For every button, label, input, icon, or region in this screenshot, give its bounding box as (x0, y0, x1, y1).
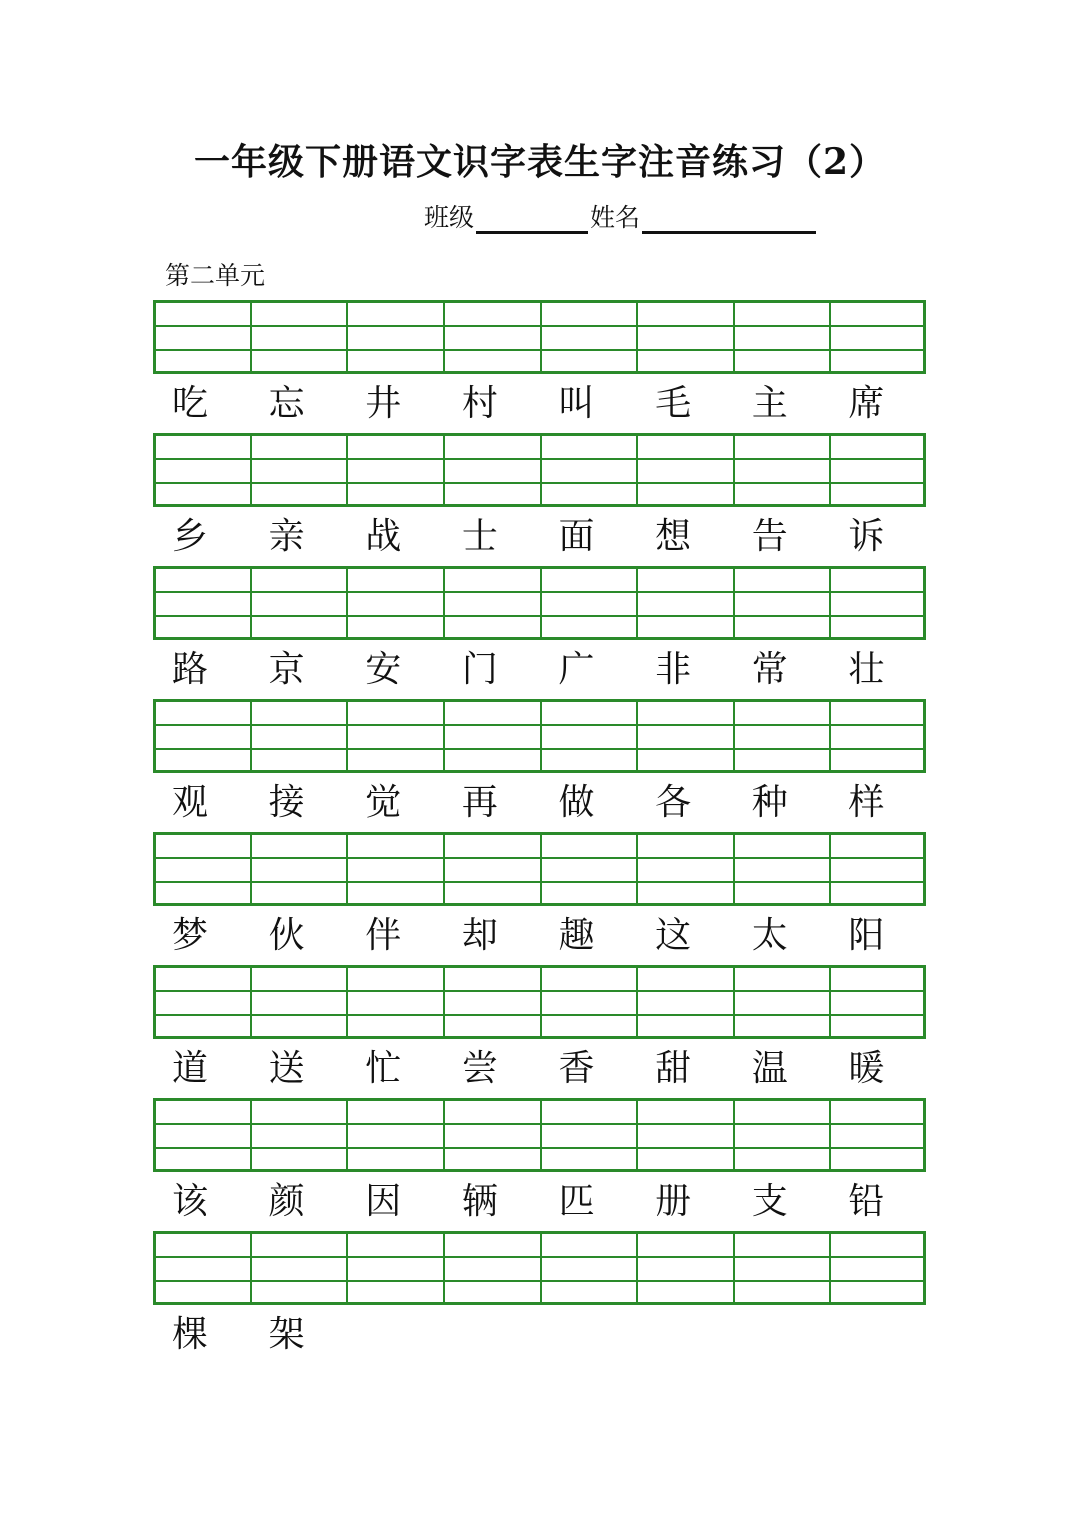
hanzi-character: 忘 (268, 383, 305, 424)
hanzi-character: 觉 (365, 782, 402, 823)
grid-column-divider (346, 1234, 348, 1302)
grid-column-divider (443, 569, 445, 637)
grid-column-divider (733, 436, 735, 504)
hanzi-character: 棵 (171, 1314, 208, 1355)
hanzi-character: 想 (655, 516, 692, 557)
hanzi-character: 再 (461, 782, 498, 823)
hanzi-character: 村 (461, 383, 498, 424)
hanzi-character: 匹 (558, 1181, 595, 1222)
hanzi-character: 温 (751, 1048, 788, 1089)
hanzi-character: 太 (751, 915, 788, 956)
hanzi-character: 样 (848, 782, 885, 823)
grid-column-divider (636, 702, 638, 770)
grid-column-divider (346, 968, 348, 1036)
pinyin-grid[interactable] (153, 965, 926, 1039)
unit-heading: 第二单元 (165, 261, 266, 290)
hanzi-character: 常 (751, 649, 788, 690)
hanzi-character: 各 (655, 782, 692, 823)
grid-column-divider (636, 569, 638, 637)
hanzi-character: 主 (751, 383, 788, 424)
hanzi-character: 面 (558, 516, 595, 557)
pinyin-grid[interactable] (153, 566, 926, 640)
hanzi-character: 伙 (268, 915, 305, 956)
grid-column-divider (829, 702, 831, 770)
grid-column-divider (540, 702, 542, 770)
grid-column-divider (636, 436, 638, 504)
grid-column-divider (250, 303, 252, 371)
hanzi-character: 京 (268, 649, 305, 690)
grid-column-divider (250, 1234, 252, 1302)
hanzi-character: 梦 (171, 915, 208, 956)
grid-column-divider (346, 702, 348, 770)
grid-column-divider (733, 569, 735, 637)
hanzi-character: 诉 (848, 516, 885, 557)
grid-column-divider (540, 436, 542, 504)
hanzi-character: 乡 (171, 516, 208, 557)
grid-column-divider (346, 303, 348, 371)
grid-column-divider (540, 1234, 542, 1302)
grid-column-divider (346, 1101, 348, 1169)
grid-column-divider (829, 436, 831, 504)
grid-column-divider (443, 835, 445, 903)
grid-column-divider (829, 1101, 831, 1169)
grid-column-divider (636, 835, 638, 903)
hanzi-character: 伴 (365, 915, 402, 956)
pinyin-grid[interactable] (153, 1231, 926, 1305)
grid-column-divider (733, 1234, 735, 1302)
hanzi-character: 叫 (558, 383, 595, 424)
pinyin-grid[interactable] (153, 433, 926, 507)
hanzi-character: 该 (171, 1181, 208, 1222)
grid-column-divider (636, 968, 638, 1036)
hanzi-character: 趣 (558, 915, 595, 956)
grid-column-divider (443, 968, 445, 1036)
grid-column-divider (346, 835, 348, 903)
pinyin-grid[interactable] (153, 699, 926, 773)
grid-column-divider (540, 303, 542, 371)
grid-column-divider (733, 968, 735, 1036)
grid-column-divider (829, 968, 831, 1036)
hanzi-character: 广 (558, 649, 595, 690)
grid-column-divider (829, 1234, 831, 1302)
hanzi-character: 安 (365, 649, 402, 690)
grid-column-divider (443, 436, 445, 504)
hanzi-character: 观 (171, 782, 208, 823)
grid-column-divider (829, 303, 831, 371)
grid-column-divider (733, 702, 735, 770)
grid-column-divider (636, 1234, 638, 1302)
grid-column-divider (443, 1234, 445, 1302)
grid-column-divider (250, 702, 252, 770)
hanzi-character: 壮 (848, 649, 885, 690)
hanzi-character: 忙 (365, 1048, 402, 1089)
pinyin-grid[interactable] (153, 1098, 926, 1172)
grid-column-divider (443, 1101, 445, 1169)
hanzi-character: 毛 (655, 383, 692, 424)
hanzi-character: 战 (365, 516, 402, 557)
name-label: 姓名 (590, 203, 641, 232)
grid-column-divider (540, 968, 542, 1036)
hanzi-character: 种 (751, 782, 788, 823)
hanzi-character: 路 (171, 649, 208, 690)
grid-column-divider (443, 702, 445, 770)
grid-column-divider (540, 835, 542, 903)
grid-column-divider (250, 436, 252, 504)
hanzi-character: 阳 (848, 915, 885, 956)
hanzi-character: 吃 (171, 383, 208, 424)
grid-column-divider (829, 569, 831, 637)
grid-column-divider (540, 1101, 542, 1169)
grid-column-divider (346, 436, 348, 504)
hanzi-character: 非 (655, 649, 692, 690)
hanzi-character: 颜 (268, 1181, 305, 1222)
grid-column-divider (829, 835, 831, 903)
hanzi-character: 井 (365, 383, 402, 424)
grid-column-divider (540, 569, 542, 637)
hanzi-character: 士 (461, 516, 498, 557)
hanzi-character: 香 (558, 1048, 595, 1089)
hanzi-character: 送 (268, 1048, 305, 1089)
grid-column-divider (250, 1101, 252, 1169)
worksheet-title: 一年级下册语文识字表生字注音练习（2） (193, 141, 887, 183)
pinyin-grid[interactable] (153, 832, 926, 906)
hanzi-character: 这 (655, 915, 692, 956)
hanzi-character: 门 (461, 649, 498, 690)
hanzi-character: 席 (848, 383, 885, 424)
grid-column-divider (733, 1101, 735, 1169)
hanzi-character: 辆 (461, 1181, 498, 1222)
hanzi-character: 甜 (655, 1048, 692, 1089)
hanzi-character: 暖 (848, 1048, 885, 1089)
grid-column-divider (250, 569, 252, 637)
hanzi-character: 架 (268, 1314, 305, 1355)
hanzi-character: 亲 (268, 516, 305, 557)
hanzi-character: 接 (268, 782, 305, 823)
hanzi-character: 做 (558, 782, 595, 823)
hanzi-character: 因 (365, 1181, 402, 1222)
hanzi-character: 铅 (848, 1181, 885, 1222)
grid-column-divider (733, 835, 735, 903)
grid-column-divider (636, 303, 638, 371)
grid-column-divider (733, 303, 735, 371)
grid-column-divider (250, 968, 252, 1036)
pinyin-grid[interactable] (153, 300, 926, 374)
hanzi-character: 支 (751, 1181, 788, 1222)
hanzi-character: 道 (171, 1048, 208, 1089)
grid-column-divider (346, 569, 348, 637)
hanzi-character: 册 (655, 1181, 692, 1222)
class-label: 班级 (424, 203, 475, 232)
grid-column-divider (443, 303, 445, 371)
hanzi-character: 却 (461, 915, 498, 956)
grid-column-divider (250, 835, 252, 903)
hanzi-character: 告 (751, 516, 788, 557)
hanzi-character: 尝 (461, 1048, 498, 1089)
grid-column-divider (636, 1101, 638, 1169)
